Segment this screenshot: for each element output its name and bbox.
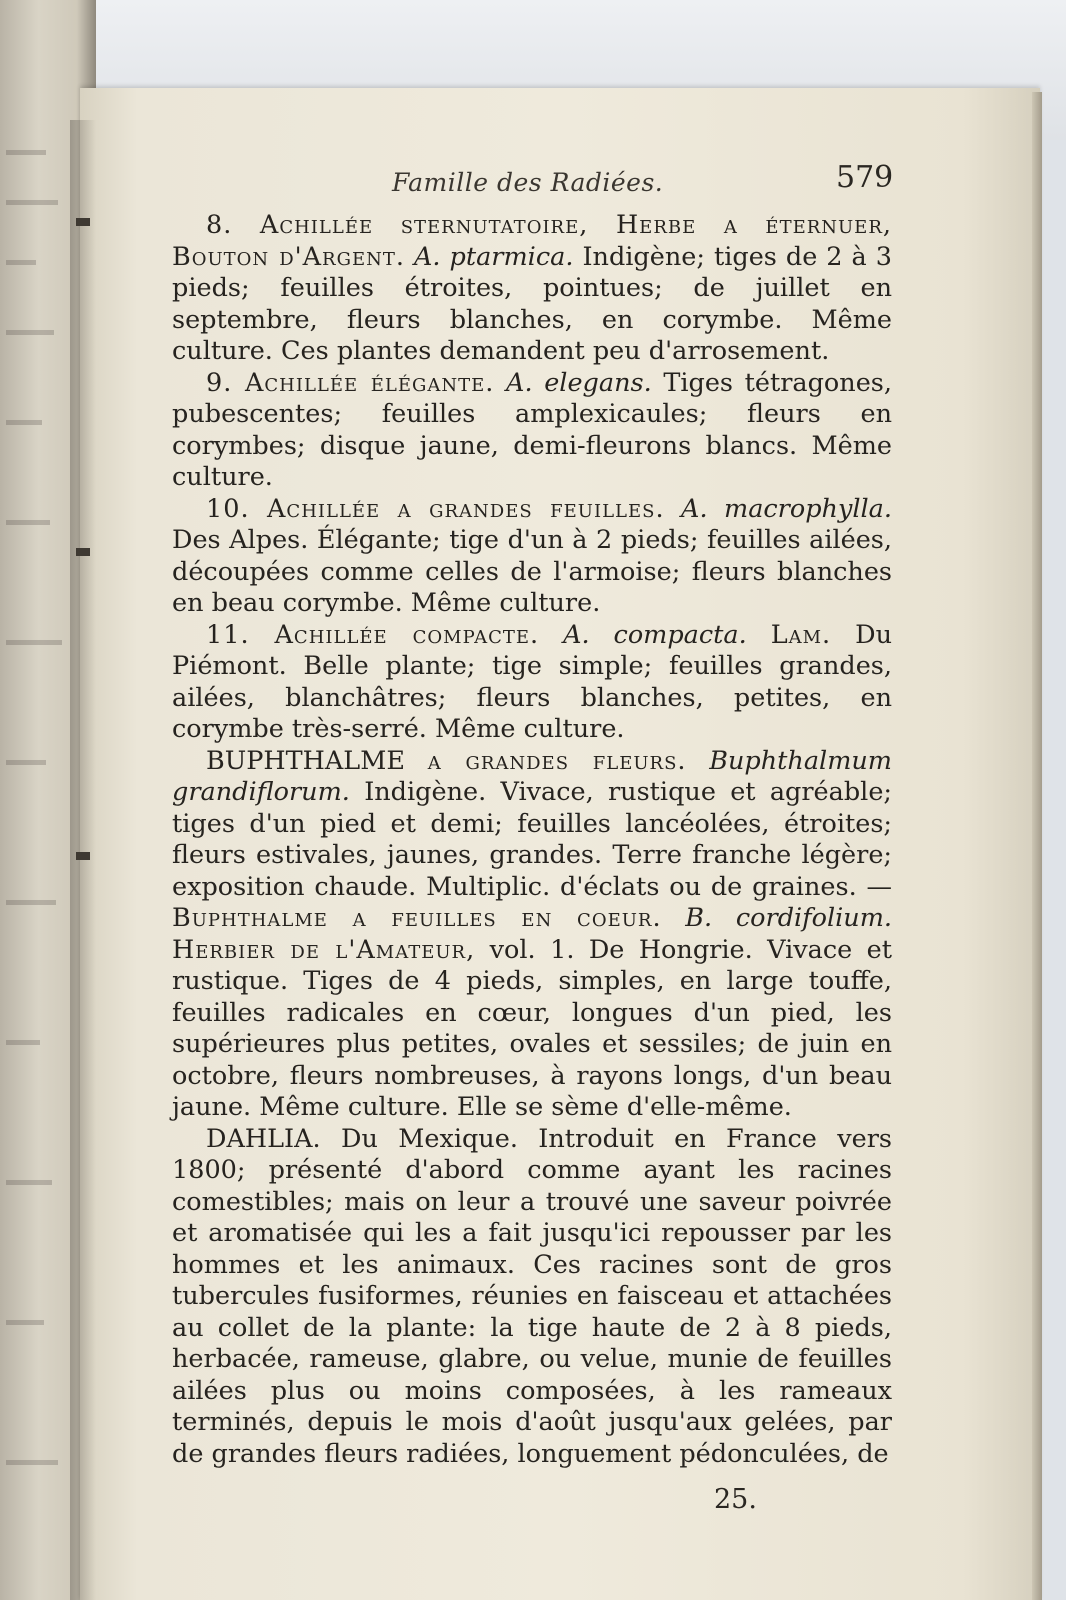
page-edge: [1032, 92, 1042, 1600]
entry-description: Des Alpes. Élégante; tige d'un à 2 pieds; feuilles ailées, découpées comme celles de l'armoise; fleurs blanches en beau corymbe. Même culture.: [172, 525, 892, 618]
species-name: 10. Achillée a grandes feuilles.: [206, 493, 665, 524]
entry-11: [172, 620, 892, 746]
latin-name: A. elegans.: [506, 367, 652, 398]
latin-name: B. cordifolium.: [685, 903, 892, 933]
entry-description: Indigène; tiges de 2 à 3 pieds; feuilles étroites, pointues; de juillet en septembre, fleurs blanches, en corymbe. Même culture. Ces plantes demandent peu d'arrosement.: [172, 241, 892, 366]
page-number: 579: [836, 160, 894, 195]
genus-name: BUPHTHALME: [206, 745, 405, 776]
latin-name: A. ptarmica.: [414, 241, 574, 272]
running-head: Famille des Radiées.: [392, 168, 664, 197]
species-name: Buphthalme a feuilles en coeur.: [172, 903, 662, 933]
text-block: [172, 210, 892, 1470]
latin-name: Buphthalmum grandiflorum.: [172, 745, 892, 807]
reference: Herbier de l'Amateur,: [172, 934, 476, 965]
entry-description: Du Piémont. Belle plante; tige simple; feuilles grandes, ailées, blanchâtres; fleurs blanches, petites, en corymbe très-serré. Même culture.: [172, 619, 893, 744]
gutter-shadow: [70, 120, 96, 1600]
sewing-thread-mark: [76, 548, 90, 556]
entry-9: [172, 368, 892, 494]
entry-description: vol. 1. De Hongrie. Vivace et rustique. Tiges de 4 pieds, simples, en large touffe, feuilles radicales en cœur, longues d'un pied, les supérieures plus petites, ovales et sessiles; de juin en octobre, fleurs nombreuses, à rayons longs, d'un beau jaune. Même culture. Elle se sème d'elle-même.: [172, 934, 893, 1122]
latin-name: A. macrophylla.: [681, 493, 892, 524]
species-name: 8. Achillée sternutatoire, Herbe a éternuer, Bouton d'Argent.: [172, 210, 892, 272]
sewing-thread-mark: [76, 852, 90, 860]
entry-description: Tiges tétragones, pubescentes; feuilles amplexicaules; fleurs en corymbes; disque jaune, demi-fleurons blancs. Même culture.: [172, 367, 892, 492]
species-name: 9. Achillée élégante.: [206, 367, 495, 398]
entry-buphthalme: [172, 746, 892, 1124]
species-name: a grandes fleurs.: [427, 745, 687, 776]
sewing-thread-mark: [76, 218, 90, 226]
author-abbrev: Lam.: [770, 619, 832, 650]
genus-name: DAHLIA.: [206, 1123, 321, 1154]
entry-description: Indigène. Vivace, rustique et agréable; tiges d'un pied et demi; feuilles lancéolées, étroites; fleurs estivales, jaunes, grandes. Terre franche légère; exposition chaude. Multiplic. d'éclats ou de graines. —: [172, 777, 893, 902]
entry-8: [172, 210, 892, 368]
entry-10: [172, 494, 892, 620]
entry-dahlia: [172, 1124, 892, 1471]
signature-mark: 25.: [714, 1484, 757, 1515]
species-name: 11. Achillée compacte.: [206, 619, 540, 650]
entry-description: Du Mexique. Introduit en France vers 1800; présenté d'abord comme ayant les racines comestibles; mais on leur a trouvé une saveur poivrée et aromatisée qui les a fait jusqu'ici repousser par les hommes et les animaux. Ces racines sont de gros tubercules fusiformes, réunies en faisceau et attachées au collet de la plante: la tige haute de 2 à 8 pieds, herbacée, rameuse, glabre, ou velue, munie de feuilles ailées plus ou moins composées, à les rameaux terminés, depuis le mois d'août jusqu'aux gelées, par de grandes fleurs radiées, longuement pédonculées, de: [172, 1123, 892, 1469]
latin-name: A. compacta.: [563, 619, 747, 650]
